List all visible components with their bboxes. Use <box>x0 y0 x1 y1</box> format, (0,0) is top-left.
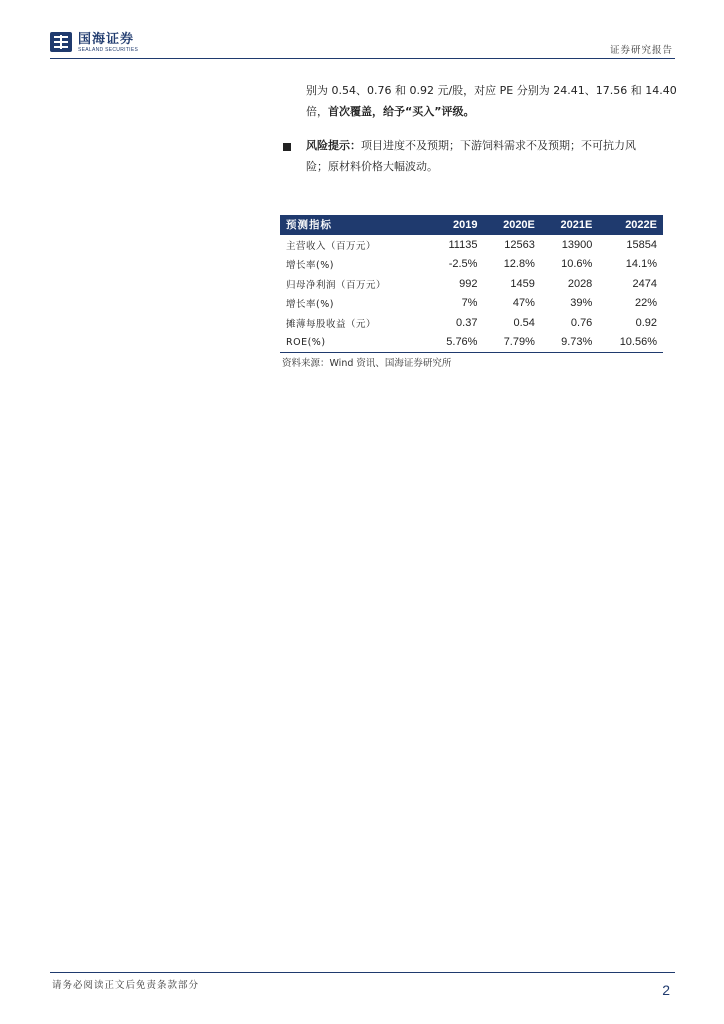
valuation-line-2-prefix: 倍， <box>306 105 328 118</box>
table-row <box>280 313 663 333</box>
valuation-line-2 <box>306 101 688 122</box>
table-cell: 14.1% <box>625 258 657 271</box>
row-label: 主营收入（百万元） <box>286 240 377 252</box>
risk-line-2: 险；原材料价格大幅波动。 <box>306 160 438 173</box>
table-cell: 7.79% <box>483 333 540 353</box>
table-cell: 992 <box>459 277 478 290</box>
page-number: 2 <box>662 982 670 998</box>
valuation-line-1: 别为 0.54、0.76 和 0.92 元/股，对应 PE 分别为 24.41、17.56 和 14.40 <box>306 84 677 97</box>
table-cell: 10.56% <box>598 333 663 353</box>
table-cell: 39% <box>570 297 593 310</box>
table-cell: 0.76 <box>570 316 593 329</box>
risk-label: 风险提示： <box>306 139 361 152</box>
bullet-square-icon <box>283 143 291 151</box>
table-source-note: 资料来源：Wind 资讯、国海证券研究所 <box>282 358 452 369</box>
report-type-label: 证券研究报告 <box>609 45 673 56</box>
footer-disclaimer: 请务必阅读正文后免责条款部分 <box>52 980 200 991</box>
row-label: 增长率(%) <box>286 299 334 311</box>
table-header-row <box>280 215 663 235</box>
table-cell: 47% <box>512 297 535 310</box>
table-cell: 9.73% <box>541 333 598 353</box>
forecast-table-container <box>280 215 663 353</box>
header-indicator: 预测指标 <box>280 215 427 235</box>
table-cell: 2474 <box>632 277 657 290</box>
forecast-table <box>280 215 663 353</box>
logo-english-name: SEALAND SECURITIES <box>78 47 139 53</box>
table-cell: 10.6% <box>561 258 593 271</box>
row-label: 增长率(%) <box>286 260 334 272</box>
table-cell: 22% <box>634 297 657 310</box>
footer-divider <box>50 972 675 973</box>
table-row <box>280 274 663 294</box>
row-label: 归母净利润（百万元） <box>286 279 387 291</box>
risk-line-1 <box>306 135 688 156</box>
table-row <box>280 235 663 255</box>
table-row <box>280 333 663 353</box>
table-cell: 7% <box>461 297 478 310</box>
table-cell: -2.5% <box>448 258 478 271</box>
table-cell: 2028 <box>567 277 593 290</box>
logo-chinese-name: 国海证券 <box>78 32 135 47</box>
table-cell: 11135 <box>448 238 478 251</box>
table-cell: 0.92 <box>635 316 657 329</box>
table-row <box>280 255 663 275</box>
risk-line-1-text: 项目进度不及预期；下游饲料需求不及预期；不可抗力风 <box>361 139 636 152</box>
table-cell: 5.76% <box>427 333 484 353</box>
table-cell: 12563 <box>504 238 535 251</box>
row-label: 摊薄每股收益（元） <box>286 318 377 330</box>
row-label: ROE(%) <box>280 333 427 353</box>
table-cell: 0.37 <box>456 316 478 329</box>
header-2022e: 2022E <box>598 215 663 235</box>
table-cell: 12.8% <box>503 258 535 271</box>
risk-paragraph <box>306 135 688 177</box>
table-cell: 0.54 <box>513 316 535 329</box>
table-cell: 1459 <box>510 277 535 290</box>
table-cell: 13900 <box>561 238 593 251</box>
sealand-logo-icon <box>50 32 72 52</box>
header-2020e: 2020E <box>483 215 540 235</box>
table-cell: 15854 <box>626 238 657 251</box>
rating-statement: 首次覆盖，给予“买入”评级。 <box>328 105 475 118</box>
header-2019: 2019 <box>427 215 484 235</box>
table-row <box>280 294 663 314</box>
header-2021e: 2021E <box>541 215 598 235</box>
company-logo <box>50 32 250 56</box>
page-header <box>50 28 675 59</box>
valuation-paragraph <box>306 80 688 122</box>
